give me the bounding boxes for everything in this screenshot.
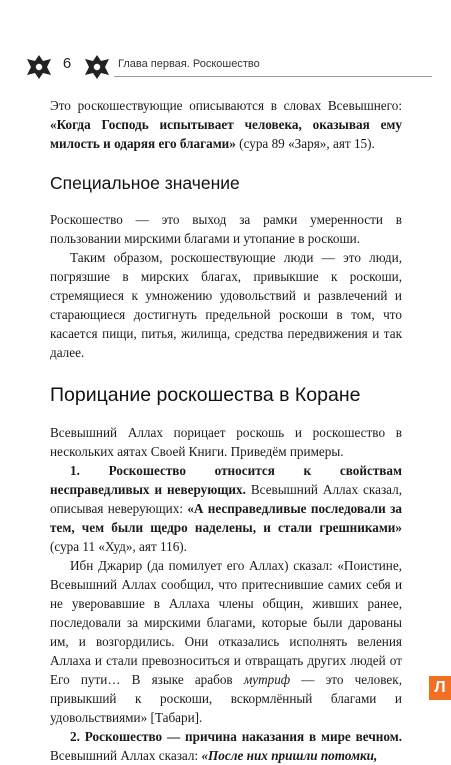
heading-special-meaning: Специальное значение <box>50 173 240 193</box>
intro-reference: (сура 89 «Заря», аят 15). <box>235 136 375 151</box>
point-2-quote: «После них пришли потомки, <box>201 748 378 763</box>
page-number: 6 <box>62 55 72 72</box>
intro-text: Это роскошествующие описываются в словах Всевышнего: <box>50 98 402 113</box>
special-paragraph-1: Роскошество — это выход за рамки умеренности в пользовании мирскими благами и утопание в роскоши. <box>50 212 402 246</box>
point-1-reference: (сура 11 «Худ», аят 116). <box>50 539 187 554</box>
special-paragraph-2: Таким образом, роскошествующие люди — это люди, погрязшие в мирских благах, привыкшие к роскоши, стремящиеся к умножению удовольствий и развлечений и старающиеся достигнуть предельной роскоши в том, что касается пищи, питья, жилища, средства передвижения и так далее. <box>50 250 402 360</box>
point-1-text: Всевышний Аллах сказал, описывая неверующих: <box>50 482 403 516</box>
point-1-paragraph <box>50 461 402 556</box>
paragraph-intro <box>50 96 402 153</box>
tafsir-text-1: Ибн Джарир (да помилует его Аллах) сказал: «Поистине, Всевышний Аллах сообщил, что притеснившие самих себя и не уверовавшие в Аллаха члены общин, живших ранее, последовали за мирскими благами, которые были дарованы им, и возгордились. Они отказались исполнять веления Аллаха и стали превозноситься и отвращать других людей от Его пути… В языке арабов <box>50 558 402 687</box>
page-header <box>22 50 432 84</box>
sample-badge-letter: Л <box>434 679 446 696</box>
heading-quran-condemnation: Порицание роскошества в Коране <box>50 384 361 406</box>
tafsir-term: мутриф <box>243 672 291 687</box>
point-2-text: Всевышний Аллах сказал: <box>50 748 202 763</box>
chapter-title: Глава первая. Роскошество <box>118 58 260 70</box>
ornament-right-icon <box>83 53 111 81</box>
point-1-heading: 1. Роскошество относится к свойствам несправедливых и неверующих. <box>50 463 402 497</box>
page-content <box>50 96 402 765</box>
sample-badge <box>429 676 451 700</box>
point-2-heading: 2. Роскошество — причина наказания в мире вечном. <box>70 729 402 744</box>
header-divider <box>114 76 432 77</box>
tafsir-text-2: — это человек, привыкший к роскоши, вскормлённый благами и удовольствиями» [Табари]. <box>50 672 402 725</box>
tafsir-paragraph <box>50 556 402 727</box>
quran-intro-paragraph: Всевышний Аллах порицает роскошь и роскошество в нескольких аятах Своей Книги. Приведём примеры. <box>50 425 402 459</box>
ornament-left-icon <box>25 53 53 81</box>
intro-quote: «Когда Господь испытывает человека, оказывая ему милость и одаряя его благами» <box>50 117 402 151</box>
point-1-quote: «А несправедливые последовали за тем, чем были щедро наделены, и стали грешниками» <box>50 501 402 535</box>
point-2-paragraph <box>50 727 402 765</box>
